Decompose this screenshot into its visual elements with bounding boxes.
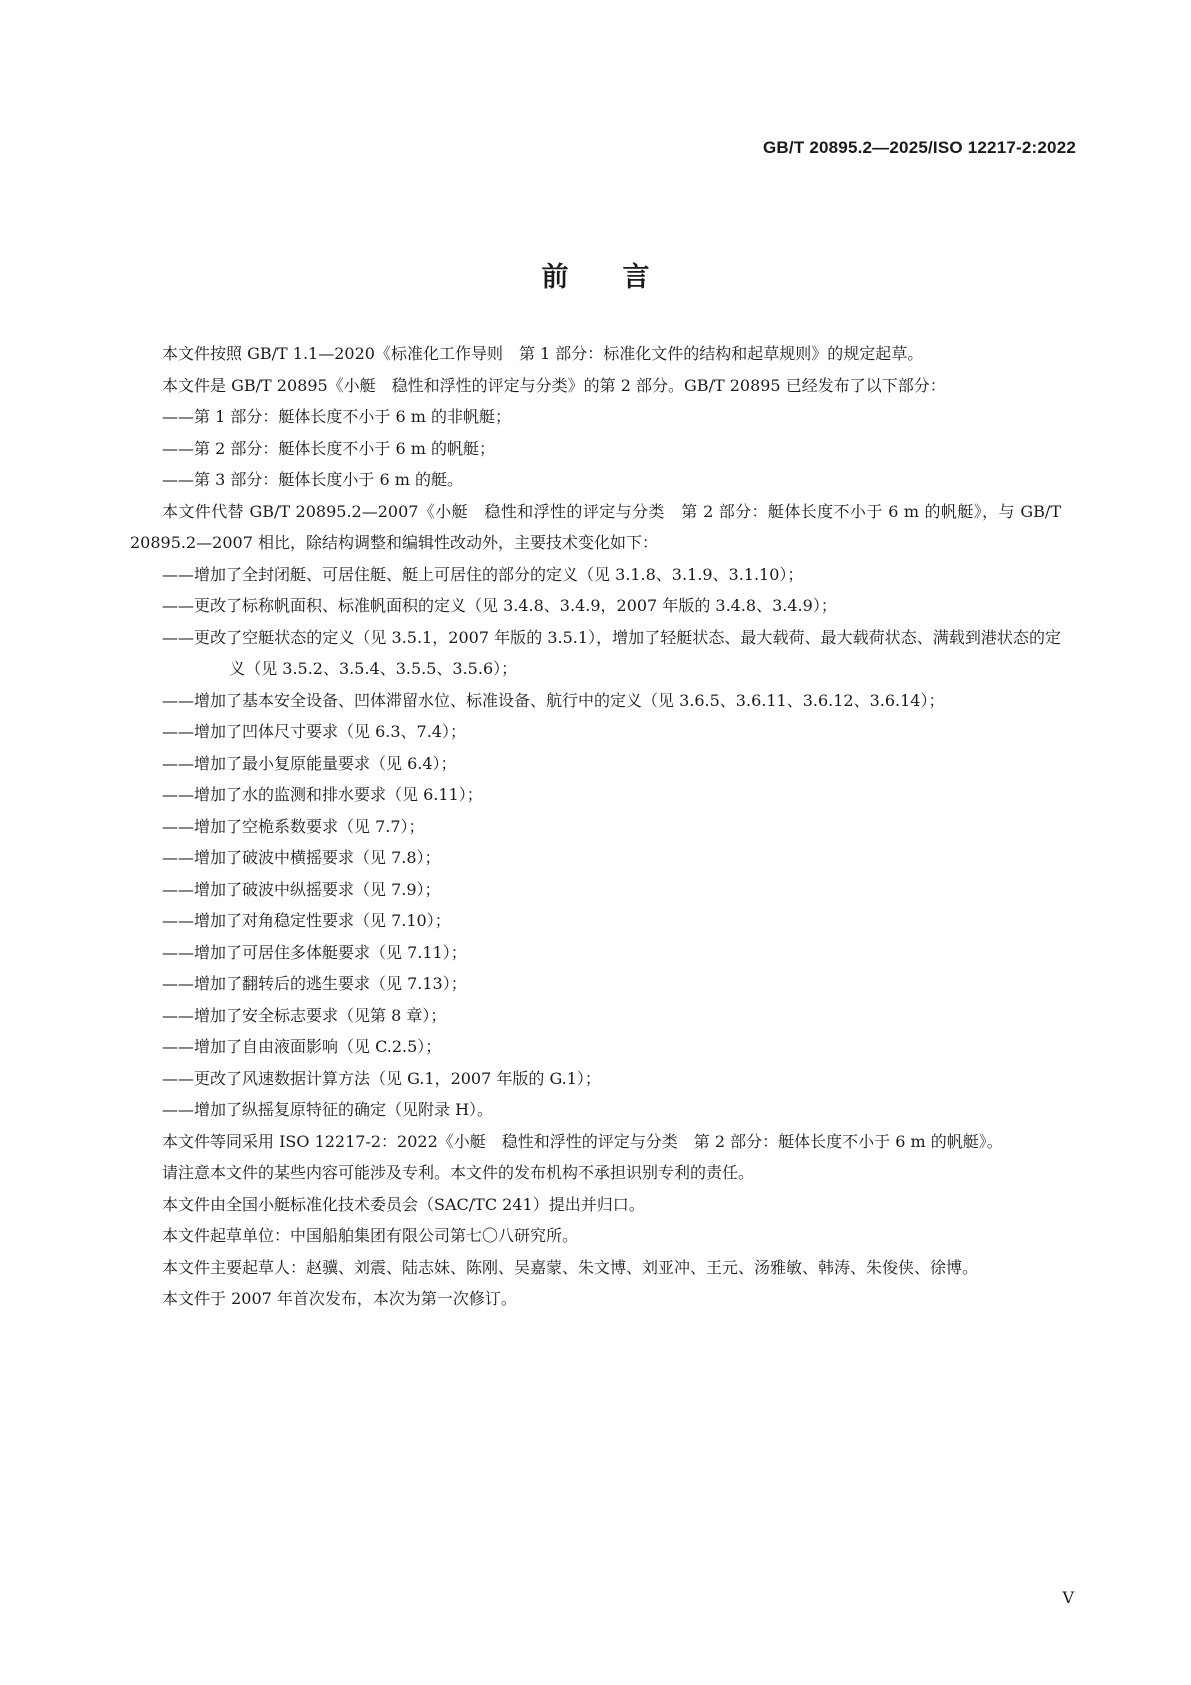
list-item-change: ——增加了全封闭艇、可居住艇、艇上可居住的部分的定义（见 3.1.8、3.1.9、3.1.10）； [162, 564, 804, 584]
page-number: V [1062, 1588, 1074, 1607]
list-item-change: ——增加了空桅系数要求（见 7.7）； [162, 816, 425, 836]
list-item-change: ——更改了标称帆面积、标准帆面积的定义（见 3.4.8、3.4.9，2007 年版的 3.4.8、3.4.9）； [162, 596, 837, 615]
list-item-change: ——增加了翻转后的逃生要求（见 7.13）； [162, 974, 467, 993]
list-item-change: ——增加了纵摇复原特征的确定（见附录 H）。 [162, 1100, 494, 1119]
list-item-change: ——增加了基本安全设备、凹体滞留水位、标准设备、航行中的定义（见 3.6.5、3.6.11、3.6.12、3.6.14）； [162, 690, 945, 710]
list-item-part: ——第 2 部分：艇体长度不小于 6 m 的帆艇； [162, 438, 495, 458]
list-item-change: ——增加了安全标志要求（见第 8 章）； [162, 1005, 447, 1025]
list-item-part: ——第 1 部分：艇体长度不小于 6 m 的非帆艇； [162, 407, 511, 426]
foreword-body [130, 338, 1061, 1315]
paragraph-series-intro: 本文件是 GB/T 20895《小艇 稳性和浮性的评定与分类》的第 2 部分。GB/T 20895 已经发布了以下部分： [162, 375, 946, 395]
list-item-change: ——增加了最小复原能量要求（见 6.4）； [162, 753, 457, 773]
paragraph-drafting-unit: 本文件起草单位：中国船舶集团有限公司第七〇八研究所。 [162, 1226, 579, 1245]
list-item-part: ——第 3 部分：艇体长度小于 6 m 的艇。 [162, 470, 463, 489]
list-item-change: ——增加了水的监测和排水要求（见 6.11）； [162, 785, 483, 804]
list-item-change: ——增加了破波中横摇要求（见 7.8）； [162, 848, 441, 867]
paragraph-replacement: 本文件代替 GB/T 20895.2—2007《小艇 稳性和浮性的评定与分类 第 2 部分：艇体长度不小于 6 m 的帆艇》，与 GB/T 20895.2—2007 相比，除结构调整和编辑性改动外，主要技术变化如下： [130, 501, 1061, 552]
paragraph-patent-notice: 请注意本文件的某些内容可能涉及专利。本文件的发布机构不承担识别专利的责任。 [162, 1163, 755, 1182]
paragraph-history: 本文件于 2007 年首次发布，本次为第一次修订。 [162, 1289, 517, 1308]
paragraph-proposer: 本文件由全国小艇标准化技术委员会（SAC/TC 241）提出并归口。 [162, 1194, 645, 1214]
list-item-change: ——增加了自由液面影响（见 C.2.5）； [162, 1037, 442, 1056]
paragraph-drafters: 本文件主要起草人：赵骥、刘震、陆志妹、陈刚、吴嘉蒙、朱文博、刘亚冲、王元、汤雅敏、韩涛、朱俊侠、徐博。 [162, 1257, 979, 1277]
page-title: 前言 [541, 262, 704, 294]
document-code: GB/T 20895.2—2025/ISO 12217-2:2022 [763, 138, 1076, 157]
paragraph-drafting-basis: 本文件按照 GB/T 1.1—2020《标准化工作导则 第 1 部分：标准化文件的结构和起草规则》的规定起草。 [162, 344, 924, 363]
list-item-change: ——更改了空艇状态的定义（见 3.5.1，2007 年版的 3.5.1），增加了轻艇状态、最大载荷、最大载荷状态、满载到港状态的定义（见 3.5.2、3.5.4、3.5.5、3.5.6）； [162, 627, 1061, 678]
paragraph-equivalence: 本文件等同采用 ISO 12217-2：2022《小艇 稳性和浮性的评定与分类 第 2 部分：艇体长度不小于 6 m 的帆艇》。 [162, 1131, 1003, 1151]
list-item-change: ——更改了风速数据计算方法（见 G.1，2007 年版的 G.1）； [162, 1068, 601, 1088]
list-item-change: ——增加了对角稳定性要求（见 7.10）； [162, 911, 451, 930]
list-item-change: ——增加了可居住多体艇要求（见 7.11）； [162, 942, 467, 962]
list-item-change: ——增加了破波中纵摇要求（见 7.9）； [162, 879, 441, 899]
list-item-change: ——增加了凹体尺寸要求（见 6.3、7.4）； [162, 722, 466, 741]
